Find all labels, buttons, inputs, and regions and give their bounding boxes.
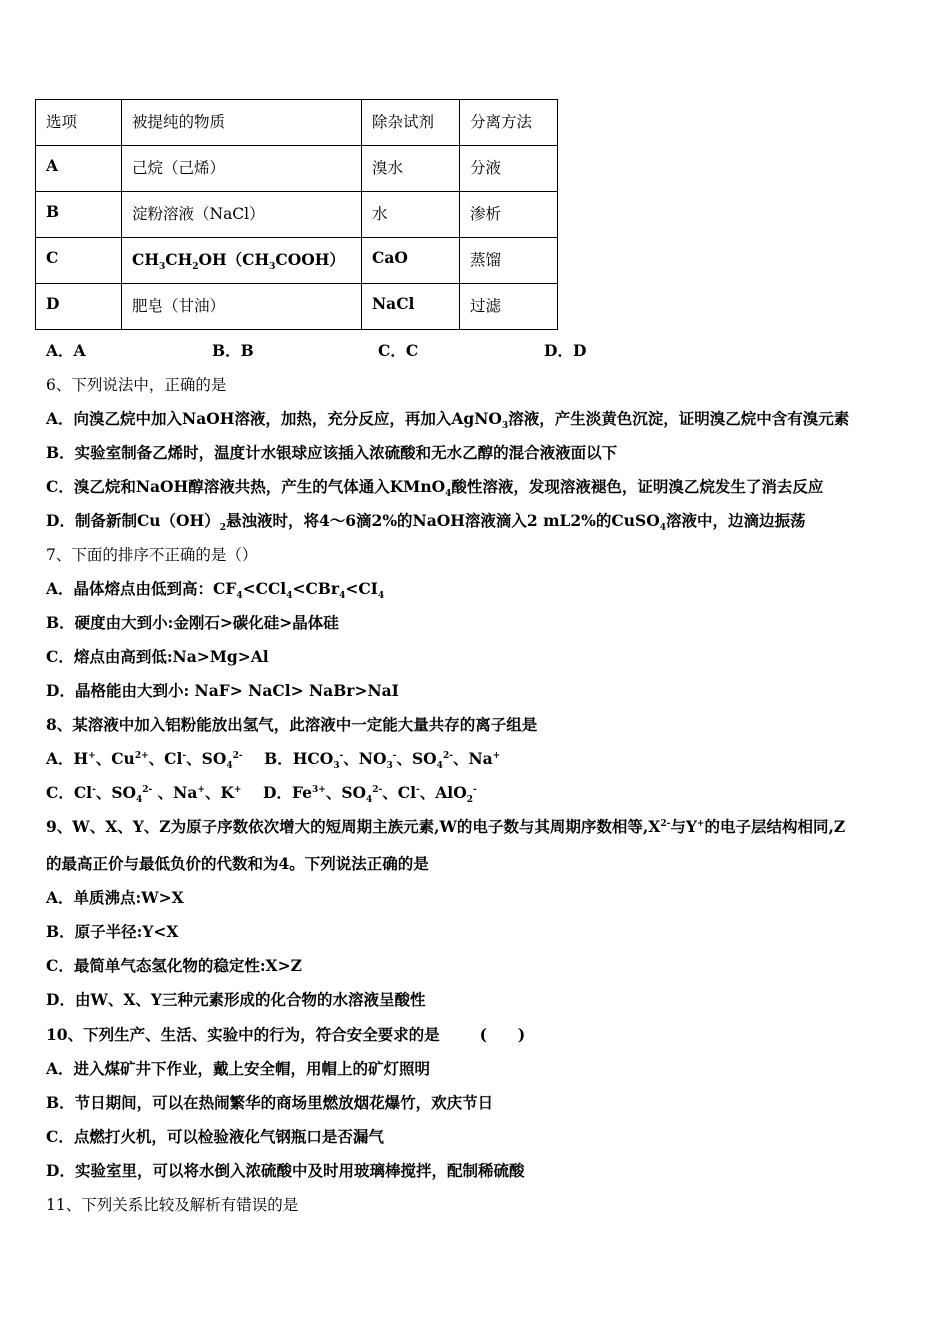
- method-cell: 过滤: [460, 284, 558, 330]
- question-stem: 6、下列说法中，正确的是: [46, 376, 227, 394]
- answer-choice: A．A: [46, 341, 86, 360]
- choice-d: D．制备新制$Cu(OH)_2$悬浊液时，将4～6滴2%的NaOH溶液滴入2 mL2%的CuSO$_4$溶液中，边滴边振荡: [46, 511, 806, 534]
- reagent-cell: 溴水: [362, 146, 460, 192]
- choice-line: A．H+、$Cu^{2+}$、Cl-、$SO_4^{2-}$ B．$HCO_3^-$、$NO_3^-$、$SO_4^{2-}$、Na+: [46, 749, 501, 772]
- option-cell: A: [36, 146, 122, 192]
- header-cell: 分离方法: [460, 100, 558, 146]
- choice-d: D．实验室里，可以将水倒入浓硫酸中及时用玻璃棒搅拌，配制稀硫酸: [46, 1161, 525, 1180]
- choice-c: C．最简单气态氢化物的稳定性:X>Z: [46, 956, 302, 975]
- choice-b: B．硬度由大到小:金刚石>碳化硅>晶体硅: [46, 613, 339, 632]
- method-cell: 分液: [460, 146, 558, 192]
- header-cell: 选项: [36, 100, 122, 146]
- question-stem: 7、下面的排序不正确的是（）: [46, 546, 258, 564]
- choice-c: C．点燃打火机，可以检验液化气钢瓶口是否漏气: [46, 1127, 384, 1146]
- header-cell: 被提纯的物质: [122, 100, 362, 146]
- answer-choice: C．C: [378, 341, 419, 360]
- options-table: [35, 99, 558, 330]
- substance-cell: 己烷（己烯）: [122, 146, 362, 192]
- substance-cell: 淀粉溶液（NaCl）: [122, 192, 362, 238]
- question-stem: 11、下列关系比较及解析有错误的是: [46, 1196, 299, 1214]
- table-row: [36, 192, 558, 238]
- header-cell: 除杂试剂: [362, 100, 460, 146]
- choice-d: D．由W、X、Y三种元素形成的化合物的水溶液呈酸性: [46, 990, 426, 1009]
- answer-bracket: ( ): [479, 1025, 526, 1044]
- choice-b: B．原子半径:Y<X: [46, 922, 179, 941]
- choice-a: A．向溴乙烷中加入NaOH溶液，加热，充分反应，再加入AgNO$_3$溶液，产生淡黄色沉淀，证明溴乙烷中含有溴元素: [46, 409, 850, 432]
- reagent-cell: 水: [362, 192, 460, 238]
- question-stem: 8、某溶液中加入铝粉能放出氢气，此溶液中一定能大量共存的离子组是: [46, 715, 538, 734]
- choice-b: B．实验室制备乙烯时，温度计水银球应该插入浓硫酸和无水乙醇的混合液液面以下: [46, 443, 618, 462]
- choice-b: B．节日期间，可以在热闹繁华的商场里燃放烟花爆竹，欢庆节日: [46, 1093, 494, 1112]
- substance-cell: 肥皂（甘油）: [122, 284, 362, 330]
- reagent-cell: CaO: [362, 238, 460, 284]
- question-stem-cont: 的最高正价与最低负价的代数和为4。下列说法正确的是: [46, 854, 429, 873]
- option-cell: C: [36, 238, 122, 284]
- choice-c: C．熔点由高到低:Na>Mg>Al: [46, 647, 269, 666]
- answer-choice: B．B: [212, 341, 254, 360]
- choice-d: D．晶格能由大到小: NaF> NaCl> NaBr>NaI: [46, 681, 399, 700]
- answer-choice: D．D: [544, 341, 587, 360]
- question-stem: 9、W、X、Y、Z为原子序数依次增大的短周期主族元素,W的电子数与其周期序数相等$,X^{2-}$与Y+的电子层结构相同,Z: [46, 817, 846, 836]
- table-row: [36, 238, 558, 284]
- question-stem: 10、下列生产、生活、实验中的行为，符合安全要求的是 ( ): [46, 1025, 526, 1044]
- method-cell: 渗析: [460, 192, 558, 238]
- choice-c: C．溴乙烷和NaOH醇溶液共热，产生的气体通入KMnO$_4$酸性溶液，发现溶液褪色，证明溴乙烷发生了消去反应: [46, 477, 824, 500]
- choice-a: A．晶体熔点由低到高：$CF_4<CCl_4<CBr_4<CI_4$: [46, 579, 385, 602]
- table-header-row: [36, 100, 558, 146]
- choice-line: C．Cl-、$SO_4^{2-}$ 、Na+、K+ D．$Fe^{3+}$、$SO_4^{2-}$、Cl-、AlO$_2$-: [46, 783, 477, 806]
- table-row: [36, 146, 558, 192]
- table-row: [36, 284, 558, 330]
- substance-cell: $CH_3CH_2OH(CH_3COOH)$: [122, 238, 362, 284]
- option-cell: B: [36, 192, 122, 238]
- method-cell: 蒸馏: [460, 238, 558, 284]
- choice-a: A．进入煤矿井下作业，戴上安全帽，用帽上的矿灯照明: [46, 1059, 431, 1078]
- answer-choices: [46, 341, 710, 361]
- option-cell: D: [36, 284, 122, 330]
- reagent-cell: NaCl: [362, 284, 460, 330]
- choice-a: A．单质沸点:W>X: [46, 888, 184, 907]
